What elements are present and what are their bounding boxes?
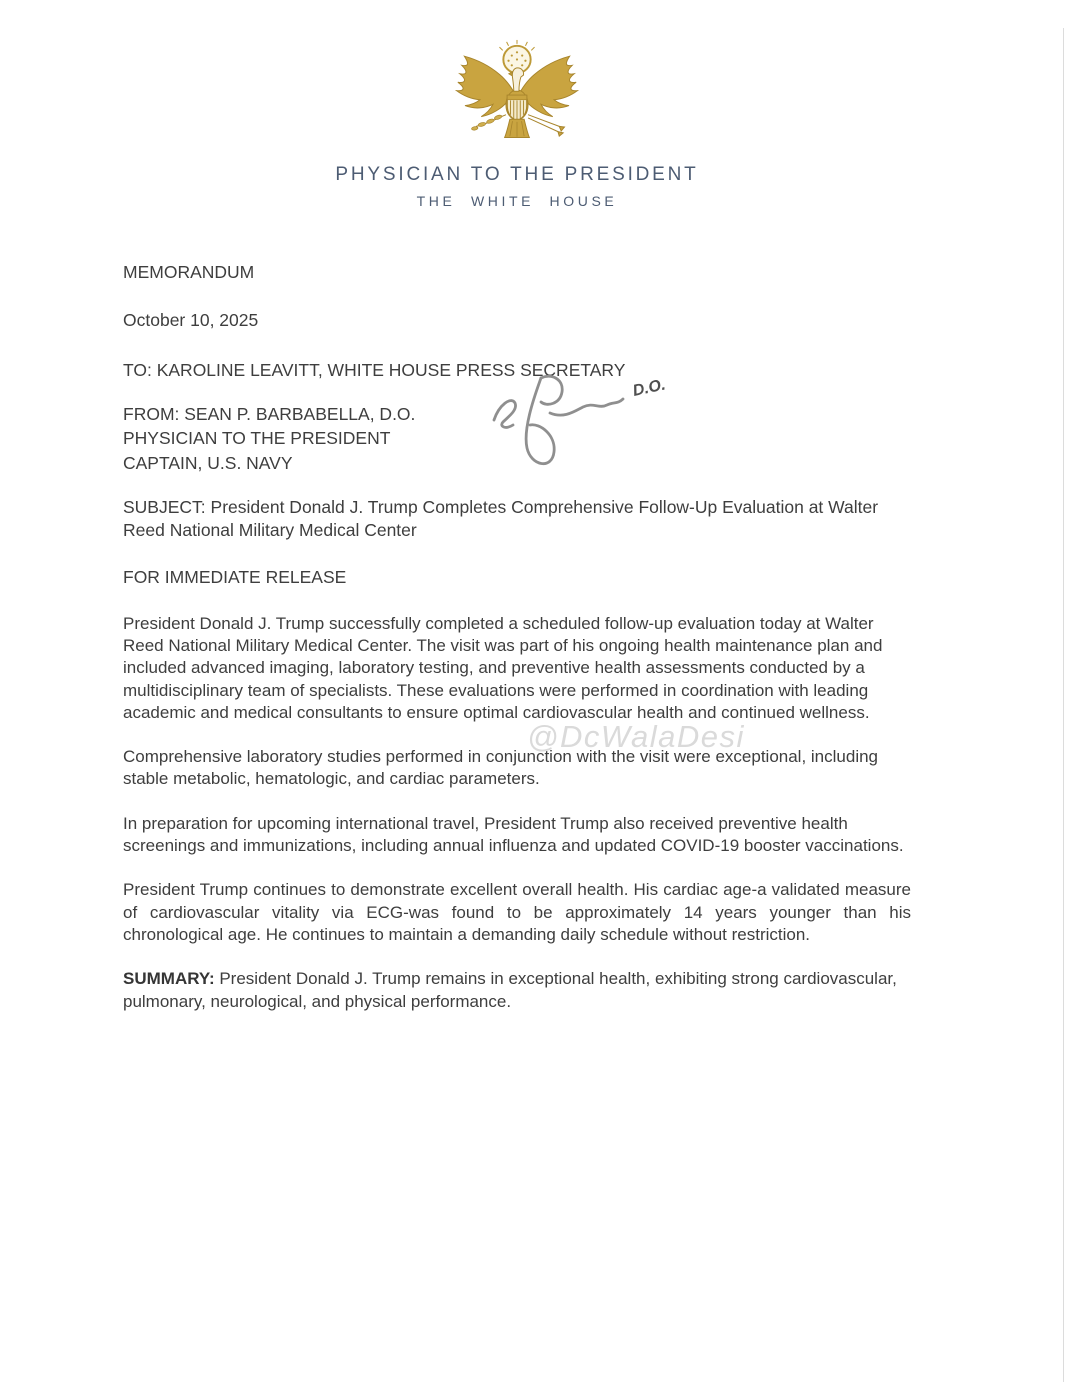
memo-paragraph: President Trump continues to demonstrate excellent overall health. His cardiac age-a validated measure of cardiovascular vitality via ECG-was found to be approximately 14 years younger than his chronological age. He continues to maintain a demanding daily schedule without restriction. — [123, 880, 911, 944]
memo-paragraph: Comprehensive laboratory studies performed in conjunction with the visit were exceptional, including stable metabolic, hematologic, and cardiac parameters. — [123, 747, 879, 789]
memo-from-title: PHYSICIAN TO THE PRESIDENT — [123, 428, 391, 449]
memo-summary — [123, 968, 911, 1013]
summary-label: SUMMARY: — [123, 969, 215, 989]
letterhead-title: PHYSICIAN TO THE PRESIDENT — [335, 164, 699, 185]
memo-to-line: TO: KAROLINE LEAVITT, WHITE HOUSE PRESS SECRETARY — [123, 359, 626, 380]
scan-edge-artifact — [1063, 28, 1064, 1382]
memo-date: October 10, 2025 — [123, 310, 259, 331]
letterhead-subtitle: THE WHITE HOUSE — [416, 193, 618, 209]
watermark: @DcWalaDesi — [527, 719, 745, 754]
memo-subject: SUBJECT: President Donald J. Trump Completes Comprehensive Follow-Up Evaluation at Walter Reed National Military Medical Center — [123, 497, 879, 540]
memo-from-line: FROM: SEAN P. BARBABELLA, D.O. — [123, 403, 416, 424]
memo-paragraph: In preparation for upcoming international travel, President Trump also received preventive health screenings and immunizations, including annual influenza and updated COVID-19 booster vaccinations. — [123, 813, 904, 856]
release-line: FOR IMMEDIATE RELEASE — [123, 567, 347, 588]
summary-text: President Donald J. Trump remains in exceptional health, exhibiting strong cardiovascular, pulmonary, neurological, and physical performance. — [123, 969, 897, 1011]
handwritten-signature — [478, 366, 684, 478]
great-seal-eagle-icon — [123, 38, 911, 155]
letterhead — [123, 38, 911, 209]
memo-paragraph: President Donald J. Trump successfully completed a scheduled follow-up evaluation today at Walter Reed National Military Medical Center. The visit was part of his ongoing health maintenance plan and included advanced imaging, laboratory testing, and preventive health assessments conducted by a multidisciplinary team of specialists. These evaluations were performed in coordination with leading academic and medical consultants to ensure optimal cardiovascular health and continued wellness. — [123, 613, 883, 722]
memo-from-rank: CAPTAIN, U.S. NAVY — [123, 452, 293, 473]
memorandum-label: MEMORANDUM — [123, 262, 255, 282]
signature-annotation-do: D.O. — [631, 376, 668, 400]
